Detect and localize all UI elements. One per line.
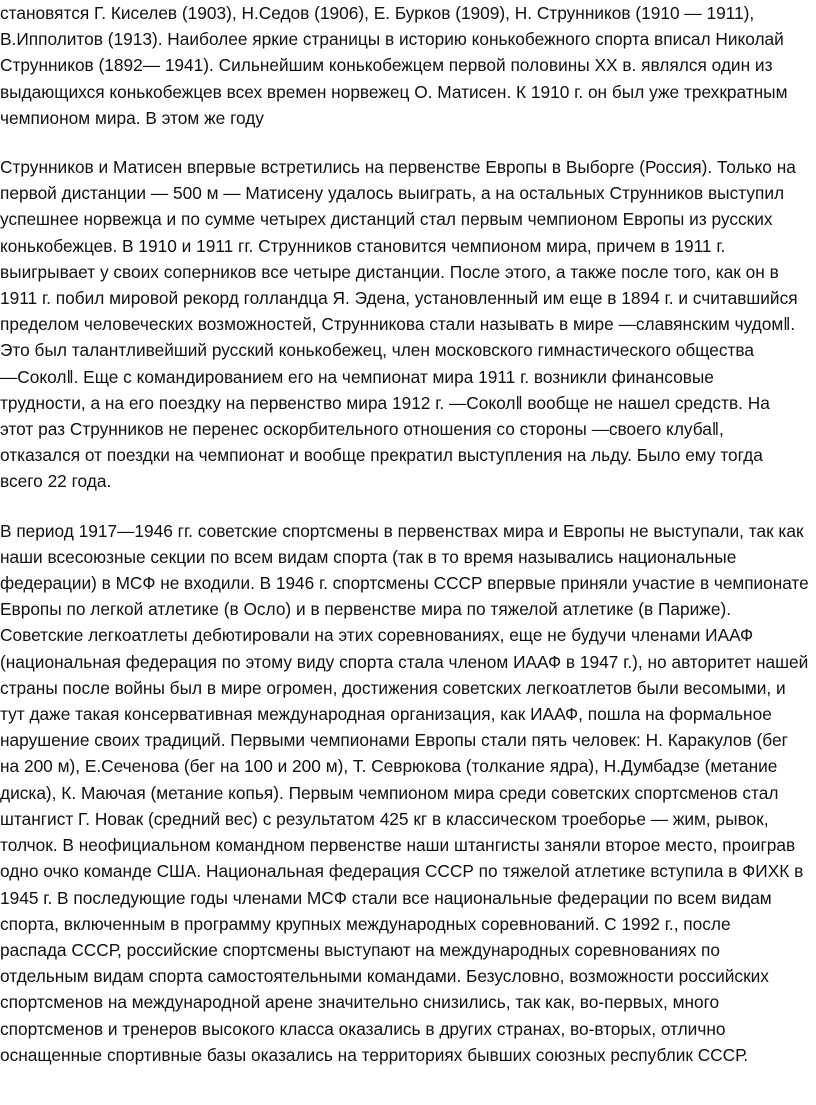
text-line: трудности, а на его поездку на первенство мира 1912 г. ―Сокол‖ вообще не нашел средств. На [0,392,770,413]
text-line: чемпионом мира. В этом же году [0,107,264,128]
text-line: оснащенные спортивные базы оказались на территориях бывших союзных республик СССР. [0,1044,749,1065]
paragraph-2 [0,154,812,495]
text-line: толчок. В неофициальном командном первенстве наши штангисты заняли второе место, проиграв [0,835,796,856]
text-line: пределом человеческих возможностей, Струнникова стали называть в мире ―славянским чудом‖. [0,314,796,335]
text-line: на 200 м), Е.Сеченова (бег на 100 и 200 м), Т. Севрюкова (толкание ядра), Н.Думбадзе (метание [0,756,778,777]
text-line: (национальная федерация по этому виду спорта стала членом ИААФ в 1947 г.), но авторитет нашей [0,651,809,672]
text-line: 1945 г. В последующие годы членами МСФ стали все национальные федерации по всем видам [0,887,772,908]
text-line: Струнников (1892— 1941). Сильнейшим конькобежцем первой половины XX в. являлся один из [0,55,773,76]
text-line: страны после войны был в мире огромен, достижения советских легкоатлетов были весомыми, и [0,677,786,698]
text-line: отказался от поездки на чемпионат и вообще прекратил выступления на льду. Было ему тогда [0,445,763,466]
text-line: выигрывает у своих соперников все четыре дистанции. После этого, а также после того, как он в [0,261,779,282]
text-line: Советские легкоатлеты дебютировали на этих соревнованиях, еще не будучи членами ИААФ [0,625,754,646]
text-line: Это был талантливейший русский конькобежец, член московского гимнастического общества [0,340,755,361]
text-line: спортсменов на международной арене значительно снизились, так как, во-первых, много [0,992,720,1013]
paragraph-1 [0,0,812,131]
text-line: федерации) в МСФ не входили. В 1946 г. спортсмены СССР впервые приняли участие в чемпионате [0,573,809,594]
text-line: спортсменов и тренеров высокого класса оказались в других странах, во-вторых, отлично [0,1018,726,1039]
text-line: В.Ипполитов (1913). Наиболее яркие страницы в историю конькобежного спорта вписал Николай [0,29,784,50]
text-line: штангист Г. Новак (средний вес) с результатом 425 кг в классическом троеборье — жим, рывок, [0,808,769,829]
text-line: 1911 г. побил мировой рекорд голландца Я. Эдена, установленный им еще в 1894 г. и считавшийся [0,288,798,309]
text-line: диска), К. Маючая (метание копья). Первым чемпионом мира среди советских спортсменов стал [0,782,779,803]
text-line: спорта, включенным в программу крупных международных соревнований. С 1992 г., после [0,913,731,934]
paragraph-3 [0,518,812,1068]
text-line: этот раз Струнников не перенес оскорбительного отношения со стороны ―своего клуба‖, [0,419,724,440]
text-line: нарушение своих традиций. Первыми чемпионами Европы стали пять человек: Н. Каракулов (бег [0,730,788,751]
text-line: конькобежцев. В 1910 и 1911 гг. Струнников становится чемпионом мира, причем в 1911 г. [0,235,726,256]
text-line: отдельным видам спорта самостоятельными командами. Безусловно, возможности российских [0,966,769,987]
text-line: всего 22 года. [0,471,112,492]
text-line: наши всесоюзные секции по всем видам спорта (так в то время назывались национальные [0,546,737,567]
text-line: распада СССР, российские спортсмены выступают на международных соревнованиях по [0,939,721,960]
text-line: В период 1917—1946 гг. советские спортсмены в первенствах мира и Европы не выступали, так как [0,520,804,541]
text-line: одно очко команде США. Национальная федерация СССР по тяжелой атлетике вступила в ФИХК в [0,861,804,882]
text-line: тут даже такая консервативная международная организация, как ИААФ, пошла на формальное [0,704,772,725]
text-line: Европы по легкой атлетике (в Осло) и в первенстве мира по тяжелой атлетике (в Париже). [0,599,732,620]
text-line: Струнников и Матисен впервые встретились на первенстве Европы в Выборге (Россия). Только на [0,157,796,178]
text-line: выдающихся конькобежцев всех времен норвежец О. Матисен. К 1910 г. он был уже трехкратным [0,81,788,102]
text-line: первой дистанции — 500 м — Матисену удалось выиграть, а на остальных Струнников выступил [0,183,785,204]
text-line: успешнее норвежца и по сумме четырех дистанций стал первым чемпионом Европы из русских [0,209,773,230]
text-line: ―Сокол‖. Еще с командированием его на чемпионат мира 1911 г. возникли финансовые [0,366,714,387]
text-line: становятся Г. Киселев (1903), Н.Седов (1906), Е. Бурков (1909), Н. Струнников (1910 — 1911), [0,3,755,23]
